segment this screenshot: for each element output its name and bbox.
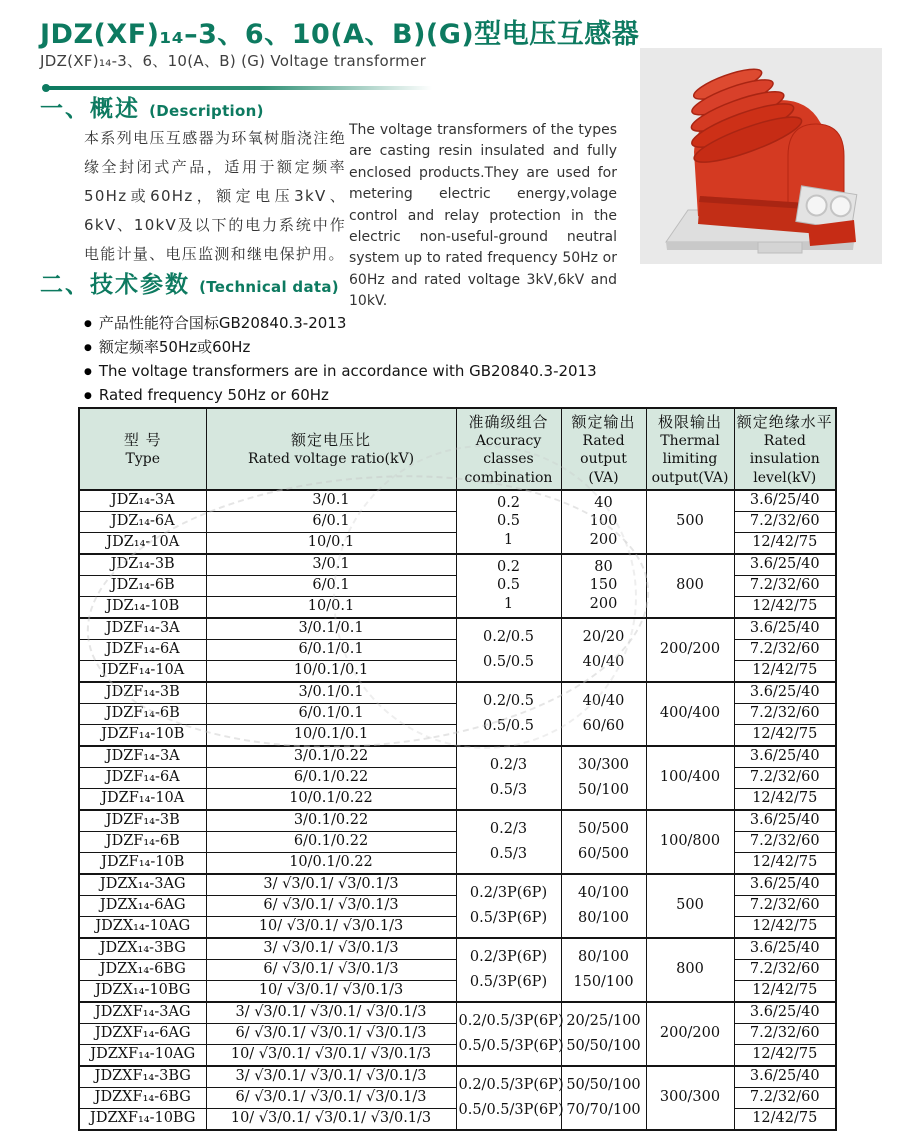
cell-ratio: 3/0.1 bbox=[206, 554, 456, 576]
cell-model: JDZF₁₄-6B bbox=[79, 704, 206, 725]
cell-insulation: 3.6/25/40 bbox=[734, 490, 836, 512]
cell-output-line: 80 bbox=[594, 559, 613, 576]
col-header-output bbox=[561, 408, 646, 490]
cell-accuracy-line: 0.2 bbox=[496, 559, 521, 576]
page-subtitle: JDZ(XF)₁₄-3、6、10(A、B) (G) Voltage transformer bbox=[40, 52, 427, 70]
col-header-output-zh: 额定输出 bbox=[571, 413, 636, 432]
cell-ratio: 6/0.1/0.1 bbox=[206, 704, 456, 725]
cell-accuracy-line: 0.2 bbox=[496, 495, 521, 512]
cell-ratio: 6/ √3/0.1/ √3/0.1/3 bbox=[206, 896, 456, 917]
cell-insulation: 7.2/32/60 bbox=[734, 768, 836, 789]
cell-accuracy bbox=[456, 618, 561, 682]
cell-ratio: 3/ √3/0.1/ √3/0.1/3 bbox=[206, 938, 456, 960]
cell-insulation: 7.2/32/60 bbox=[734, 704, 836, 725]
cell-insulation: 7.2/32/60 bbox=[734, 960, 836, 981]
cell-ratio: 3/ √3/0.1/ √3/0.1/3 bbox=[206, 874, 456, 896]
cell-model: JDZX₁₄-6AG bbox=[79, 896, 206, 917]
product-photo bbox=[640, 48, 882, 264]
cell-ratio: 6/0.1/0.1 bbox=[206, 640, 456, 661]
cell-accuracy-line: 0.2/0.5 bbox=[482, 629, 534, 646]
table-row bbox=[79, 938, 836, 960]
cell-accuracy-line: 0.5 bbox=[496, 513, 521, 530]
cell-output-line: 20/20 bbox=[582, 629, 625, 646]
cell-model: JDZF₁₄-3A bbox=[79, 618, 206, 640]
cell-accuracy-line: 0.5 bbox=[496, 577, 521, 594]
section-heading-description bbox=[40, 90, 264, 123]
section2-number: 二、 bbox=[40, 272, 90, 298]
cell-ratio: 6/ √3/0.1/ √3/0.1/ √3/0.1/3 bbox=[206, 1024, 456, 1045]
cell-insulation: 12/42/75 bbox=[734, 1045, 836, 1067]
cell-insulation: 12/42/75 bbox=[734, 1109, 836, 1131]
cell-insulation: 7.2/32/60 bbox=[734, 1088, 836, 1109]
cell-thermal: 100/800 bbox=[646, 810, 734, 874]
bullet-icon: ● bbox=[84, 391, 92, 401]
cell-model: JDZF₁₄-3B bbox=[79, 810, 206, 832]
cell-ratio: 6/0.1/0.22 bbox=[206, 768, 456, 789]
cell-model: JDZX₁₄-10AG bbox=[79, 917, 206, 939]
col-header-type-en: Type bbox=[125, 451, 160, 468]
cell-model: JDZF₁₄-3B bbox=[79, 682, 206, 704]
bullet-text: 额定频率50Hz或60Hz bbox=[98, 338, 251, 356]
cell-accuracy bbox=[456, 1066, 564, 1130]
cell-output-line: 150/100 bbox=[573, 973, 634, 990]
cell-output-line: 200 bbox=[589, 531, 618, 548]
cell-insulation: 3.6/25/40 bbox=[734, 1066, 836, 1088]
cell-output-line: 50/500 bbox=[577, 821, 629, 838]
cell-model: JDZXF₁₄-6BG bbox=[79, 1088, 206, 1109]
cell-model: JDZ₁₄-10B bbox=[79, 597, 206, 619]
cell-output bbox=[561, 1002, 646, 1066]
cell-output-line: 40/40 bbox=[582, 653, 625, 670]
col-header-ratio-en: Rated voltage ratio(kV) bbox=[247, 451, 415, 468]
cell-accuracy-line: 1 bbox=[503, 595, 514, 612]
cell-model: JDZF₁₄-6B bbox=[79, 832, 206, 853]
cell-thermal: 200/200 bbox=[646, 618, 734, 682]
cell-model: JDZX₁₄-3BG bbox=[79, 938, 206, 960]
bullet-item bbox=[84, 312, 597, 336]
page-title: JDZ(XF)₁₄–3、6、10(A、B)(G)型电压互感器 bbox=[40, 19, 640, 50]
cell-accuracy bbox=[456, 682, 561, 746]
cell-output-line: 50/50/100 bbox=[566, 1077, 641, 1094]
bullet-icon: ● bbox=[84, 343, 92, 353]
cell-ratio: 10/ √3/0.1/ √3/0.1/ √3/0.1/3 bbox=[206, 1109, 456, 1131]
voltage-transformer-illustration bbox=[640, 48, 882, 264]
col-header-accuracy bbox=[456, 408, 561, 490]
bullet-item bbox=[84, 360, 597, 384]
table-row bbox=[79, 618, 836, 640]
cell-ratio: 3/0.1/0.22 bbox=[206, 810, 456, 832]
cell-accuracy-line: 0.2/0.5/3P(6P) bbox=[458, 1077, 564, 1094]
cell-ratio: 3/0.1/0.22 bbox=[206, 746, 456, 768]
cell-insulation: 12/42/75 bbox=[734, 661, 836, 683]
cell-insulation: 12/42/75 bbox=[734, 917, 836, 939]
table-row bbox=[79, 682, 836, 704]
cell-model: JDZF₁₄-3A bbox=[79, 746, 206, 768]
cell-ratio: 10/0.1/0.1 bbox=[206, 661, 456, 683]
cell-accuracy bbox=[456, 1002, 564, 1066]
cell-model: JDZX₁₄-3AG bbox=[79, 874, 206, 896]
cell-model: JDZ₁₄-3A bbox=[79, 490, 206, 512]
bullet-icon: ● bbox=[84, 319, 92, 329]
cell-insulation: 7.2/32/60 bbox=[734, 1024, 836, 1045]
cell-model: JDZ₁₄-3B bbox=[79, 554, 206, 576]
cell-output-line: 40/100 bbox=[577, 885, 629, 902]
col-header-insulation-zh: 额定绝缘水平 bbox=[736, 413, 833, 432]
cell-accuracy bbox=[456, 938, 561, 1002]
cell-ratio: 10/ √3/0.1/ √3/0.1/3 bbox=[206, 917, 456, 939]
cell-thermal: 800 bbox=[646, 554, 734, 618]
col-header-accuracy-zh: 准确级组合 bbox=[468, 413, 549, 432]
cell-accuracy-line: 0.5/0.5/3P(6P) bbox=[458, 1101, 564, 1118]
cell-accuracy-line: 0.5/0.5/3P(6P) bbox=[458, 1037, 564, 1054]
bullet-text: The voltage transformers are in accordance with GB20840.3-2013 bbox=[98, 362, 597, 380]
cell-model: JDZX₁₄-6BG bbox=[79, 960, 206, 981]
cell-insulation: 7.2/32/60 bbox=[734, 512, 836, 533]
cell-output-line: 80/100 bbox=[577, 909, 629, 926]
cell-output-line: 50/50/100 bbox=[566, 1037, 641, 1054]
section1-title-en: (Description) bbox=[149, 102, 264, 120]
cell-output-line: 40 bbox=[594, 495, 613, 512]
cell-accuracy-line: 0.5/3P(6P) bbox=[469, 909, 548, 926]
cell-accuracy-line: 0.2/3P(6P) bbox=[469, 949, 548, 966]
cell-accuracy-line: 0.5/0.5 bbox=[482, 717, 534, 734]
cell-model: JDZF₁₄-10B bbox=[79, 853, 206, 875]
bullet-icon: ● bbox=[84, 367, 92, 377]
cell-output bbox=[561, 810, 646, 874]
col-header-output-en: Rated output (VA) bbox=[580, 433, 627, 486]
cell-output-line: 100 bbox=[589, 513, 618, 530]
cell-output-line: 80/100 bbox=[577, 949, 629, 966]
cell-model: JDZXF₁₄-3BG bbox=[79, 1066, 206, 1088]
cell-output-line: 70/70/100 bbox=[566, 1101, 641, 1118]
cell-ratio: 6/ √3/0.1/ √3/0.1/ √3/0.1/3 bbox=[206, 1088, 456, 1109]
cell-output-line: 30/300 bbox=[577, 757, 629, 774]
col-header-ratio bbox=[206, 408, 456, 490]
cell-ratio: 3/ √3/0.1/ √3/0.1/ √3/0.1/3 bbox=[206, 1066, 456, 1088]
table-row bbox=[79, 874, 836, 896]
section2-title-zh: 技术参数 bbox=[90, 272, 190, 298]
cell-output bbox=[561, 746, 646, 810]
table-row bbox=[79, 1002, 836, 1024]
col-header-type bbox=[79, 408, 206, 490]
cell-model: JDZ₁₄-6B bbox=[79, 576, 206, 597]
cell-model: JDZF₁₄-10A bbox=[79, 661, 206, 683]
cell-model: JDZXF₁₄-3AG bbox=[79, 1002, 206, 1024]
cell-ratio: 3/0.1/0.1 bbox=[206, 682, 456, 704]
cell-insulation: 12/42/75 bbox=[734, 725, 836, 747]
section1-number: 一、 bbox=[40, 96, 90, 122]
cell-ratio: 10/0.1/0.22 bbox=[206, 789, 456, 811]
cell-thermal: 100/400 bbox=[646, 746, 734, 810]
cell-accuracy-line: 0.2/0.5/3P(6P) bbox=[458, 1013, 564, 1030]
col-header-insulation bbox=[734, 408, 836, 490]
cell-model: JDZF₁₄-6A bbox=[79, 768, 206, 789]
cell-insulation: 12/42/75 bbox=[734, 789, 836, 811]
col-header-insulation-en: Rated insulation level(kV) bbox=[749, 433, 820, 486]
cell-thermal: 400/400 bbox=[646, 682, 734, 746]
cell-accuracy-line: 0.2/3P(6P) bbox=[469, 885, 548, 902]
col-header-type-zh: 型 号 bbox=[123, 431, 162, 450]
cell-output bbox=[561, 1066, 646, 1130]
section1-title-zh: 概述 bbox=[90, 96, 140, 122]
cell-accuracy-line: 0.5/0.5 bbox=[482, 653, 534, 670]
col-header-accuracy-en: Accuracy classes combination bbox=[464, 433, 553, 486]
cell-accuracy bbox=[456, 810, 561, 874]
cell-insulation: 12/42/75 bbox=[734, 853, 836, 875]
cell-ratio: 10/0.1 bbox=[206, 533, 456, 555]
cell-ratio: 3/0.1/0.1 bbox=[206, 618, 456, 640]
section2-title-en: (Technical data) bbox=[199, 278, 339, 296]
col-header-ratio-zh: 额定电压比 bbox=[290, 431, 371, 450]
cell-accuracy-line: 0.2/3 bbox=[489, 757, 528, 774]
cell-model: JDZF₁₄-6A bbox=[79, 640, 206, 661]
cell-model: JDZF₁₄-10B bbox=[79, 725, 206, 747]
cell-output-line: 150 bbox=[589, 577, 618, 594]
cell-model: JDZ₁₄-6A bbox=[79, 512, 206, 533]
cell-insulation: 7.2/32/60 bbox=[734, 576, 836, 597]
cell-thermal: 200/200 bbox=[646, 1002, 734, 1066]
cell-ratio: 10/0.1/0.22 bbox=[206, 853, 456, 875]
cell-insulation: 3.6/25/40 bbox=[734, 682, 836, 704]
col-header-thermal-en: Thermal limiting output(VA) bbox=[651, 433, 729, 486]
cell-insulation: 3.6/25/40 bbox=[734, 618, 836, 640]
cell-model: JDZXF₁₄-6AG bbox=[79, 1024, 206, 1045]
description-paragraph-zh: 本系列电压互感器为环氧树脂浇注绝缘全封闭式产品，适用于额定频率50Hz或60Hz，额定电压3kV、6kV、10kV及以下的电力系统中作电能计量、电压监测和继电保护用。 bbox=[84, 129, 346, 263]
description-paragraph-en: The voltage transformers of the types are casting resin insulated and fully enclosed products.They are used for metering electric energy,volage control and relay protection in the electric non-useful-ground neutral system up to rated frequency 50Hz or 60Hz and rated voltage 3kV,6kV and 10kV. bbox=[349, 122, 617, 310]
cell-accuracy-line: 0.2/3 bbox=[489, 821, 528, 838]
cell-insulation: 3.6/25/40 bbox=[734, 874, 836, 896]
cell-thermal: 800 bbox=[646, 938, 734, 1002]
cell-insulation: 7.2/32/60 bbox=[734, 832, 836, 853]
cell-ratio: 10/ √3/0.1/ √3/0.1/3 bbox=[206, 981, 456, 1003]
table-row bbox=[79, 554, 836, 576]
cell-insulation: 12/42/75 bbox=[734, 981, 836, 1003]
cell-ratio: 6/0.1 bbox=[206, 576, 456, 597]
cell-ratio: 3/0.1 bbox=[206, 490, 456, 512]
cell-ratio: 10/0.1/0.1 bbox=[206, 725, 456, 747]
cell-model: JDZXF₁₄-10AG bbox=[79, 1045, 206, 1067]
cell-accuracy-line: 0.5/3 bbox=[489, 781, 528, 798]
cell-output bbox=[561, 554, 646, 618]
section-heading-technical-data bbox=[40, 266, 339, 299]
cell-model: JDZF₁₄-10A bbox=[79, 789, 206, 811]
cell-output bbox=[561, 490, 646, 554]
cell-insulation: 3.6/25/40 bbox=[734, 1002, 836, 1024]
cell-thermal: 500 bbox=[646, 874, 734, 938]
cell-output-line: 60/500 bbox=[577, 845, 629, 862]
col-header-thermal bbox=[646, 408, 734, 490]
cell-ratio: 10/0.1 bbox=[206, 597, 456, 619]
spec-table bbox=[78, 407, 837, 1131]
cell-accuracy bbox=[456, 554, 561, 618]
cell-output-line: 60/60 bbox=[582, 717, 625, 734]
cell-accuracy-line: 0.5/3P(6P) bbox=[469, 973, 548, 990]
cell-ratio: 3/ √3/0.1/ √3/0.1/ √3/0.1/3 bbox=[206, 1002, 456, 1024]
cell-insulation: 7.2/32/60 bbox=[734, 896, 836, 917]
cell-output-line: 20/25/100 bbox=[566, 1013, 641, 1030]
cell-model: JDZX₁₄-10BG bbox=[79, 981, 206, 1003]
cell-output bbox=[561, 618, 646, 682]
table-row bbox=[79, 490, 836, 512]
cell-insulation: 7.2/32/60 bbox=[734, 640, 836, 661]
cell-insulation: 3.6/25/40 bbox=[734, 810, 836, 832]
cell-output-line: 50/100 bbox=[577, 781, 629, 798]
cell-accuracy bbox=[456, 746, 561, 810]
table-row bbox=[79, 746, 836, 768]
technical-data-table-wrapper bbox=[78, 407, 835, 1131]
cell-output-line: 200 bbox=[589, 595, 618, 612]
cell-insulation: 3.6/25/40 bbox=[734, 746, 836, 768]
bullet-text: 产品性能符合国标GB20840.3-2013 bbox=[98, 314, 347, 332]
cell-thermal: 300/300 bbox=[646, 1066, 734, 1130]
cell-thermal: 500 bbox=[646, 490, 734, 554]
table-row bbox=[79, 1066, 836, 1088]
cell-insulation: 3.6/25/40 bbox=[734, 554, 836, 576]
cell-output bbox=[561, 682, 646, 746]
cell-output-line: 40/40 bbox=[582, 693, 625, 710]
cell-insulation: 3.6/25/40 bbox=[734, 938, 836, 960]
cell-ratio: 6/0.1/0.22 bbox=[206, 832, 456, 853]
bullet-text: Rated frequency 50Hz or 60Hz bbox=[98, 386, 329, 404]
header-row bbox=[79, 408, 836, 490]
spec-table-body bbox=[79, 490, 836, 1130]
bullet-item bbox=[84, 336, 597, 360]
cell-accuracy-line: 0.2/0.5 bbox=[482, 693, 534, 710]
cell-ratio: 10/ √3/0.1/ √3/0.1/ √3/0.1/3 bbox=[206, 1045, 456, 1067]
cell-ratio: 6/ √3/0.1/ √3/0.1/3 bbox=[206, 960, 456, 981]
cell-insulation: 12/42/75 bbox=[734, 533, 836, 555]
cell-insulation: 12/42/75 bbox=[734, 597, 836, 619]
cell-accuracy-line: 0.5/3 bbox=[489, 845, 528, 862]
cell-accuracy bbox=[456, 874, 561, 938]
bullet-item bbox=[84, 384, 597, 408]
col-header-thermal-zh: 极限输出 bbox=[657, 413, 722, 432]
cell-output bbox=[561, 874, 646, 938]
feature-bullet-list bbox=[84, 312, 597, 408]
cell-model: JDZ₁₄-10A bbox=[79, 533, 206, 555]
cell-model: JDZXF₁₄-10BG bbox=[79, 1109, 206, 1131]
cell-accuracy-line: 1 bbox=[503, 531, 514, 548]
table-row bbox=[79, 810, 836, 832]
cell-ratio: 6/0.1 bbox=[206, 512, 456, 533]
cell-accuracy bbox=[456, 490, 561, 554]
cell-output bbox=[561, 938, 646, 1002]
